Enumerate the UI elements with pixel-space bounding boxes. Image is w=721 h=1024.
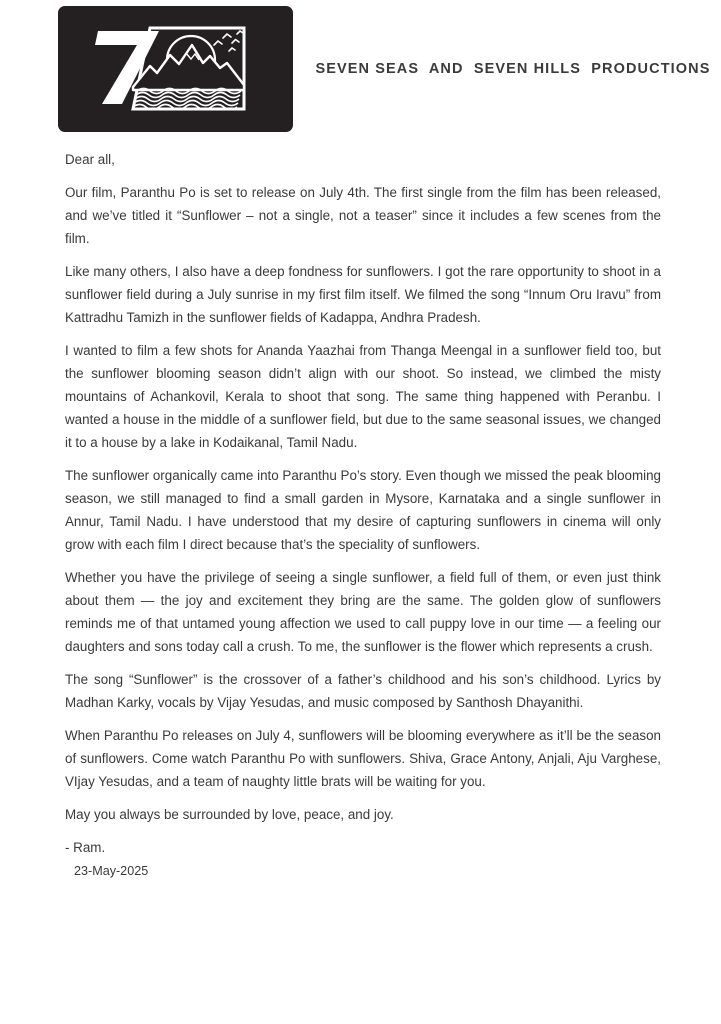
seven-seas-seven-hills-logo-icon [58,6,293,132]
closing-wish: May you always be surrounded by love, peace, and joy. [65,807,394,822]
company-name-heading: SEVEN SEAS AND SEVEN HILLS PRODUCTIONS [315,61,711,77]
paragraph-song-credits: The song “Sunflower” is the crossover of a father’s childhood and his son’s childhood. Lyrics by Madhan Karky, vocals by Vijay Yesudas, and music composed by Santhosh Dhayanithi. [65,672,661,710]
paragraph-crush-metaphor: Whether you have the privilege of seeing a single sunflower, a field full of them, or even just think about them — the joy and excitement they bring are the same. The golden glow of sunflowers reminds me of that untamed young affection we used to call puppy love in our time — a feeling our daughters and sons today call a crush. To me, the sunflower is the flower which represents a crush. [65,570,661,654]
paragraph-sunflower-fondness: Like many others, I also have a deep fondness for sunflowers. I got the rare opportunity to shoot in a sunflower field during a July sunrise in my first film itself. We filmed the song “Innum Oru Iravu” from Kattradhu Tamizh in the sunflower fields of Kadappa, Andhra Pradesh. [65,264,661,325]
signature: - Ram. [65,840,106,855]
letter-date: 23-May-2025 [74,864,149,878]
paragraph-release-announcement: Our film, Paranthu Po is set to release on July 4th. The first single from the film has been released, and we’ve titled it “Sunflower – not a single, not a teaser” since it includes a few scenes from the film. [65,185,661,246]
salutation: Dear all, [65,152,115,167]
letter-body [65,148,661,893]
paragraph-previous-films: I wanted to film a few shots for Ananda Yaazhai from Thanga Meengal in a sunflower field too, but the sunflower blooming season didn’t align with our shoot. So instead, we climbed the misty mountains of Achankovil, Kerala to shoot that song. The same thing happened with Peranbu. I wanted a house in the middle of a sunflower field, but due to the same seasonal issues, we changed it to a house by a lake in Kodaikanal, Tamil Nadu. [65,343,661,450]
paragraph-paranthu-po-story: The sunflower organically came into Paranthu Po’s story. Even though we missed the peak blooming season, we still managed to find a small garden in Mysore, Karnataka and a single sunflower in Annur, Tamil Nadu. I have understood that my desire of capturing sunflowers in cinema will only grow with each film I direct because that’s the speciality of sunflowers. [65,468,661,552]
paragraph-release-invitation: When Paranthu Po releases on July 4, sunflowers will be blooming everywhere as it’ll be the season of sunflowers. Come watch Paranthu Po with sunflowers. Shiva, Grace Antony, Anjali, Aju Varghese, VIjay Yesudas, and a team of naughty little brats will be waiting for you. [65,728,661,789]
company-logo [58,6,293,132]
